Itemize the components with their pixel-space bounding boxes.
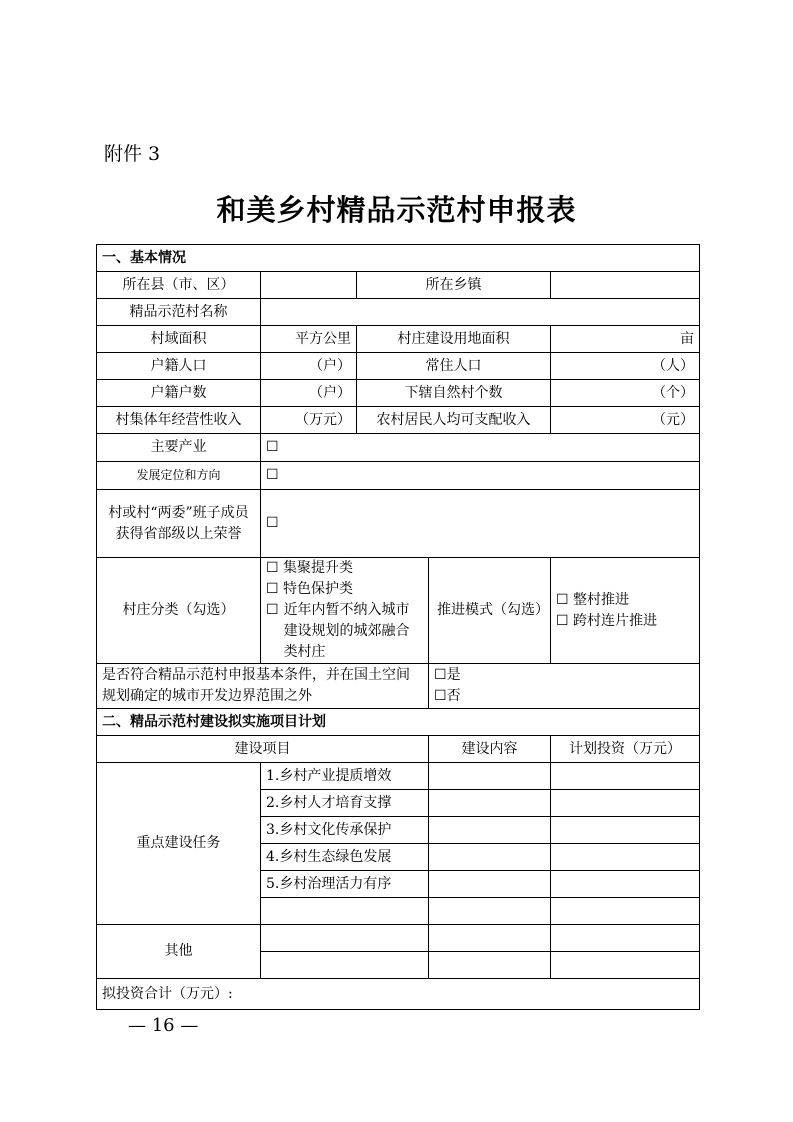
col-content-header: 建设内容 [429,736,551,763]
page-number: — 16 — [128,1015,199,1036]
task-name: 4.乡村生态绿色发展 [261,844,429,871]
section2-heading: 二、精品示范村建设拟实施项目计划 [97,709,700,736]
classification-row [97,558,700,664]
task-content-cell[interactable] [429,898,551,925]
classification-option[interactable]: ☐ 特色保护类 [266,581,354,597]
village-name-row [97,299,700,326]
other-name-cell[interactable] [261,952,429,979]
checkbox-icon[interactable]: ☐ [266,581,279,597]
promotion-option[interactable]: ☐ 跨村连片推进 [556,612,658,629]
task-investment-cell[interactable] [551,790,700,817]
checkbox-icon[interactable]: ☐ [556,591,569,608]
task-name: 2.乡村人才培育支撑 [261,790,429,817]
task-content-cell[interactable] [429,817,551,844]
construction-land-label: 村庄建设用地面积 [357,326,551,353]
main-industry-label: 主要产业 [97,434,261,462]
county-label: 所在县（市、区） [97,272,261,299]
attachment-label: 附件 3 [104,143,161,165]
village-area-label: 村域面积 [97,326,261,353]
income-row [97,407,700,434]
county-value[interactable] [261,272,357,299]
area-row [97,326,700,353]
yes-option[interactable]: ☐是 [434,667,461,683]
classification-label: 村庄分类（勾选） [97,558,261,664]
other-label: 其他 [97,925,261,979]
natural-villages-label: 下辖自然村个数 [357,380,551,407]
collective-income-unit[interactable]: （万元） [261,407,357,434]
checkbox-icon[interactable]: ☐ [434,667,447,683]
honors-label: 村或村“两委”班子成员获得省部级以上荣誉 [97,490,261,558]
task-name: 1.乡村产业提质增效 [261,763,429,790]
key-tasks-label: 重点建设任务 [97,763,261,925]
promotion-option[interactable]: ☐ 整村推进 [556,591,630,608]
application-form-table [96,244,700,1010]
conditions-answer [429,664,700,709]
resident-pop-unit[interactable]: （人） [551,353,700,380]
task-name: 3.乡村文化传承保护 [261,817,429,844]
main-industry-row [97,434,700,462]
col-investment-header: 计划投资（万元） [551,736,700,763]
development-value[interactable] [261,462,700,490]
no-option[interactable]: ☐否 [434,688,461,704]
disposable-income-unit[interactable]: （元） [551,407,700,434]
other-name-cell[interactable] [261,925,429,952]
disposable-income-label: 农村居民人均可支配收入 [357,407,551,434]
honors-checkbox[interactable]: ☐ [266,515,279,531]
checkbox-icon[interactable]: ☐ [556,612,569,629]
total-label: 拟投资合计（万元）: [97,979,700,1010]
section2-heading-row [97,709,700,736]
construction-land-unit[interactable]: 亩 [551,326,700,353]
checkbox-icon[interactable]: ☐ [266,560,279,576]
main-industry-value[interactable] [261,434,700,462]
natural-villages-unit[interactable]: （个） [551,380,700,407]
other-investment-cell[interactable] [551,952,700,979]
development-label: 发展定位和方向 [97,462,261,490]
village-area-unit[interactable]: 平方公里 [261,326,357,353]
village-name-label: 精品示范村名称 [97,299,261,326]
households-label: 户籍户数 [97,380,261,407]
honors-row [97,490,700,558]
classification-option[interactable]: ☐ 近年内暂不纳入城市建设规划的城郊融合类村庄 [266,600,423,663]
registered-pop-unit[interactable]: （户） [261,353,357,380]
households-unit[interactable]: （户） [261,380,357,407]
plan-header-row [97,736,700,763]
checkbox-icon[interactable]: ☐ [434,688,447,704]
conditions-row [97,664,700,709]
total-row [97,979,700,1010]
task-name-blank[interactable] [261,898,429,925]
main-industry-checkbox[interactable]: ☐ [266,439,279,455]
form-title: 和美乡村精品示范村申报表 [216,193,577,227]
collective-income-label: 村集体年经营性收入 [97,407,261,434]
task-name: 5.乡村治理活力有序 [261,871,429,898]
task-content-cell[interactable] [429,844,551,871]
honors-value[interactable] [261,490,700,558]
population-row [97,353,700,380]
other-row [97,925,700,952]
task-investment-cell[interactable] [551,898,700,925]
task-content-cell[interactable] [429,790,551,817]
section1-heading-row [97,245,700,272]
resident-pop-label: 常住人口 [357,353,551,380]
development-row [97,462,700,490]
registered-pop-label: 户籍人口 [97,353,261,380]
col-project-header: 建设项目 [97,736,429,763]
task-investment-cell[interactable] [551,817,700,844]
town-label: 所在乡镇 [357,272,551,299]
other-content-cell[interactable] [429,925,551,952]
task-row [97,763,700,790]
task-investment-cell[interactable] [551,763,700,790]
other-investment-cell[interactable] [551,925,700,952]
village-name-value[interactable] [261,299,700,326]
households-row [97,380,700,407]
task-investment-cell[interactable] [551,844,700,871]
checkbox-icon[interactable]: ☐ [266,602,279,618]
town-value[interactable] [551,272,700,299]
classification-option[interactable]: ☐ 集聚提升类 [266,560,354,576]
classification-options [261,558,429,664]
section1-heading: 一、基本情况 [97,245,700,272]
other-content-cell[interactable] [429,952,551,979]
location-row [97,272,700,299]
task-content-cell[interactable] [429,871,551,898]
conditions-question: 是否符合精品示范村申报基本条件，并在国土空间规划确定的城市开发边界范围之外 [97,664,429,709]
promotion-label: 推进模式（勾选） [429,558,551,664]
development-checkbox[interactable]: ☐ [266,467,279,483]
promotion-options [551,558,700,664]
task-content-cell[interactable] [429,763,551,790]
task-investment-cell[interactable] [551,871,700,898]
